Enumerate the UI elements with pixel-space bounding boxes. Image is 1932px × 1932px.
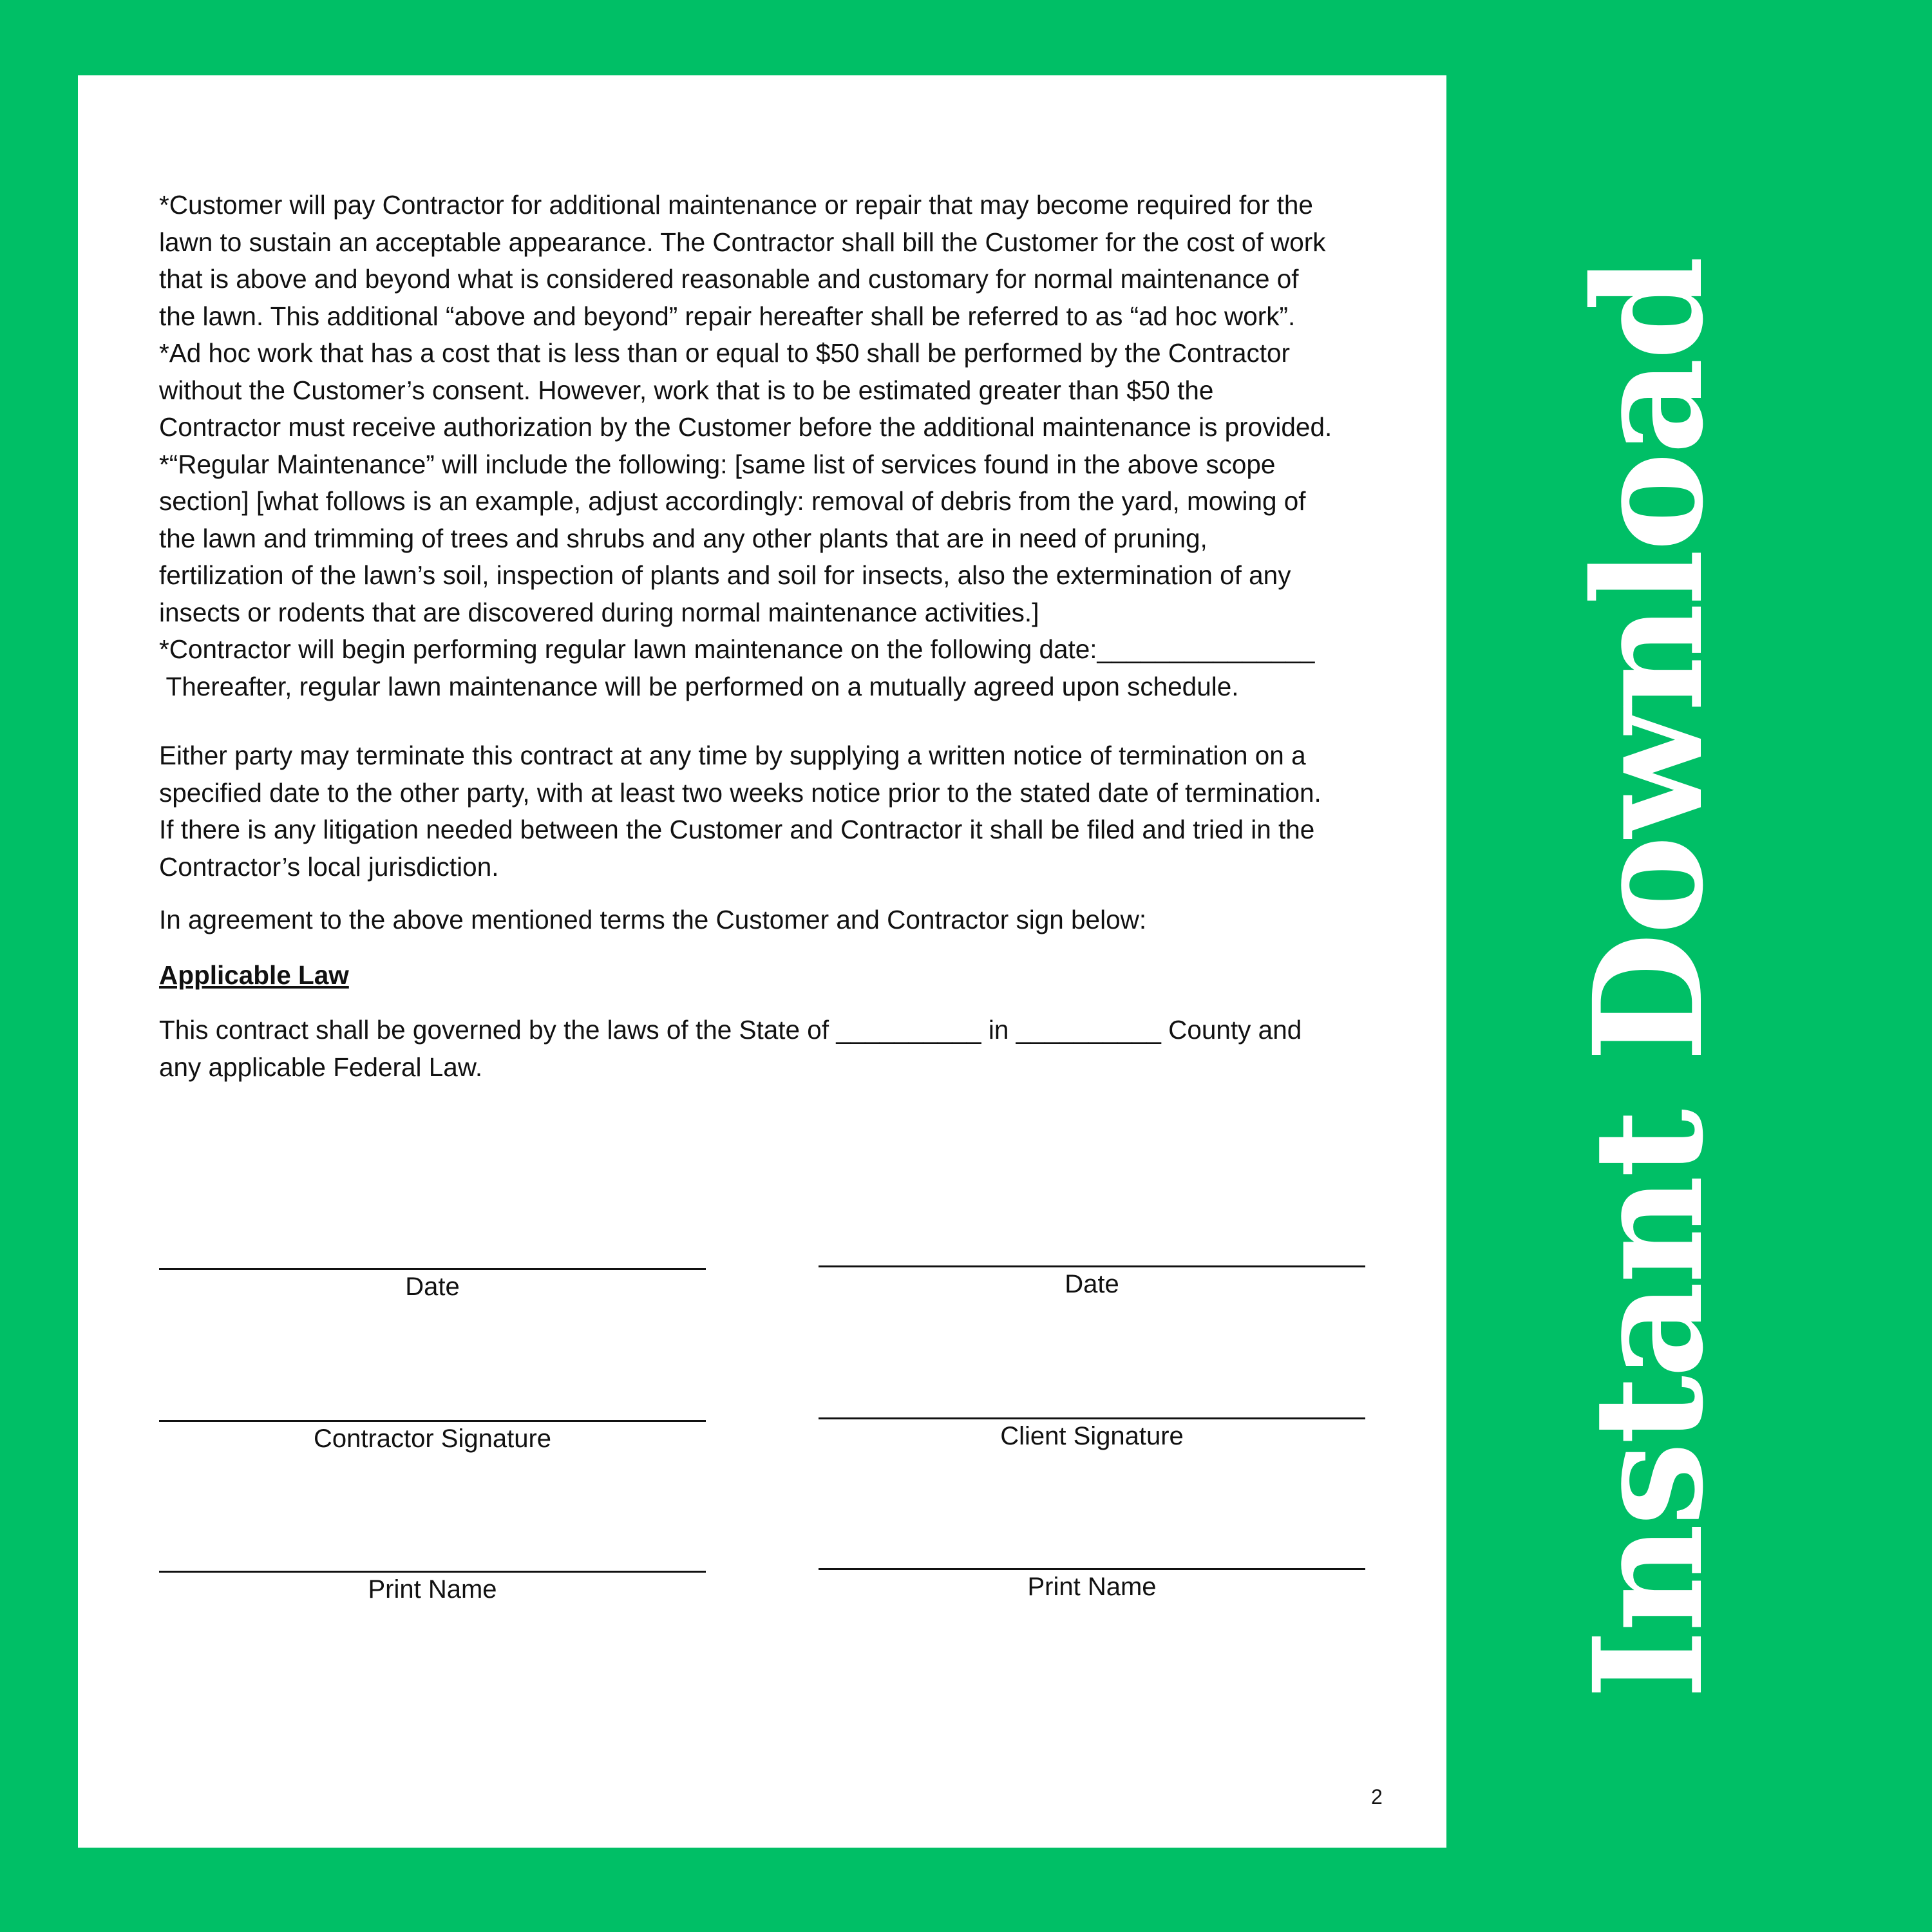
signature-rule xyxy=(819,1265,1365,1267)
text-line: Contractor must receive authorization by the Customer before the additional maintenance is provided. xyxy=(159,412,1332,442)
text-line: Contractor’s local jurisdiction. xyxy=(159,851,499,882)
text-line: *“Regular Maintenance” will include the following: [same list of services found in the above scope xyxy=(159,449,1276,479)
signature-rule xyxy=(819,1568,1365,1570)
contractor-print-name-line[interactable] xyxy=(159,1571,706,1604)
signature-rule xyxy=(159,1420,706,1422)
print-name-label: Print Name xyxy=(368,1575,497,1604)
print-name-label: Print Name xyxy=(1027,1573,1157,1601)
text-line: specified date to the other party, with at least two weeks notice prior to the stated date of termination. xyxy=(159,777,1321,808)
text-line: section] [what follows is an example, adjust accordingly: removal of debris from the yard, mowing of xyxy=(159,486,1306,516)
page-number: 2 xyxy=(1371,1785,1383,1808)
date-line-client[interactable] xyxy=(819,1265,1365,1298)
document-page xyxy=(78,75,1446,1848)
text-line: without the Customer’s consent. However, work that is to be estimated greater than $50 the xyxy=(159,375,1214,405)
text-line: This contract shall be governed by the laws of the State of __________ in __________ County and xyxy=(159,1015,1302,1045)
text-line: *Ad hoc work that has a cost that is less than or equal to $50 shall be performed by the Contractor xyxy=(159,338,1290,368)
text-line: Thereafter, regular lawn maintenance will be performed on a mutually agreed upon schedule. xyxy=(159,671,1239,701)
text-line: If there is any litigation needed between the Customer and Contractor it shall be filed and tried in the xyxy=(159,815,1315,844)
signature-rule xyxy=(159,1268,706,1270)
client-signature-label: Client Signature xyxy=(1000,1422,1184,1450)
client-print-name-line[interactable] xyxy=(819,1568,1365,1601)
text-line: *Customer will pay Contractor for additional maintenance or repair that may become required for the xyxy=(159,190,1313,220)
text-line: that is above and beyond what is considered reasonable and customary for normal maintenance of xyxy=(159,264,1299,294)
contractor-signature-label: Contractor Signature xyxy=(313,1425,552,1453)
paragraph-governing-law xyxy=(159,1012,1383,1086)
text-line: lawn to sustain an acceptable appearance. The Contractor shall bill the Customer for the cost of work xyxy=(159,227,1326,257)
signature-rule xyxy=(819,1417,1365,1419)
date-label: Date xyxy=(405,1273,460,1301)
contractor-signature-line[interactable] xyxy=(159,1420,706,1453)
text-line: insects or rodents that are discovered during normal maintenance activities.] xyxy=(159,597,1039,627)
date-line-contractor[interactable] xyxy=(159,1268,706,1301)
text-line: the lawn and trimming of trees and shrubs and any other plants that are in need of pruning, xyxy=(159,523,1208,553)
text-line: Either party may terminate this contract at any time by supplying a written notice of termination on a xyxy=(159,741,1306,770)
paragraph-agreement: In agreement to the above mentioned terms the Customer and Contractor sign below: xyxy=(159,905,1147,934)
heading-applicable-law: Applicable Law xyxy=(159,960,349,990)
paragraph-termination xyxy=(159,737,1383,886)
signature-rule xyxy=(159,1571,706,1573)
document-body xyxy=(159,187,1383,1086)
date-label: Date xyxy=(1065,1270,1119,1298)
instant-download-banner: Instant Download xyxy=(1560,258,1736,1700)
text-line: the lawn. This additional “above and beyond” repair hereafter shall be referred to as “ad hoc work”. xyxy=(159,301,1296,331)
text-line: any applicable Federal Law. xyxy=(159,1052,483,1082)
text-line: fertilization of the lawn’s soil, inspection of plants and soil for insects, also the extermination of any xyxy=(159,560,1291,590)
paragraph-maintenance-terms xyxy=(159,187,1383,705)
client-signature-line[interactable] xyxy=(819,1417,1365,1450)
text-line: *Contractor will begin performing regular lawn maintenance on the following date:_______________ xyxy=(159,634,1315,664)
